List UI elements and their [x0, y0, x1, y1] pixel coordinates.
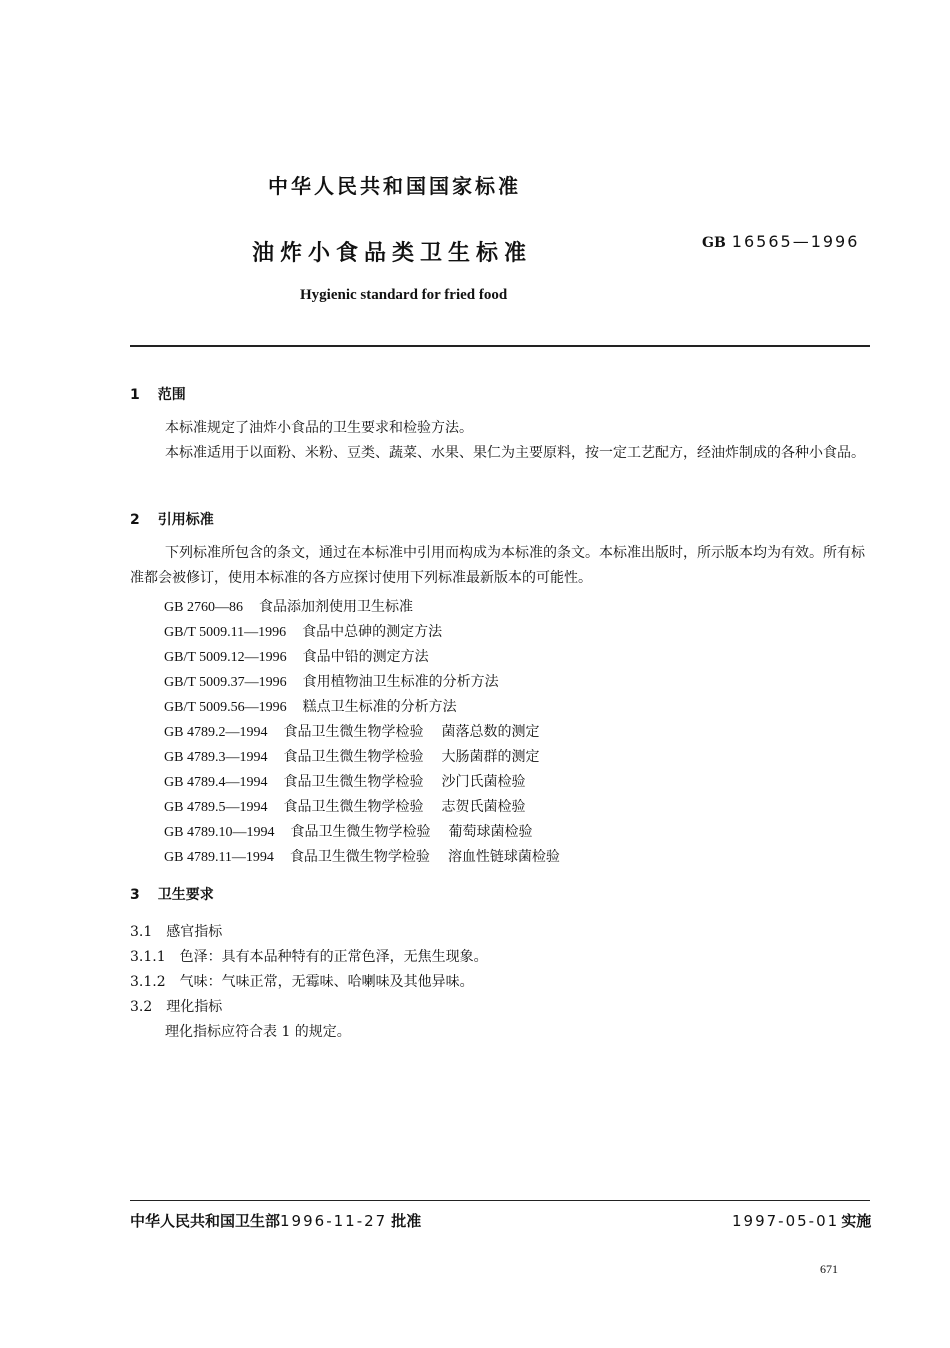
section-1-paragraph-1: 本标准规定了油炸小食品的卫生要求和检验方法。: [165, 420, 473, 436]
gb-prefix: GB: [702, 235, 726, 251]
section-2-paragraph: 下列标准所包含的条文，通过在本标准中引用而构成为本标准的条文。本标准出版时，所示版本均为有效。所有标准都会被修订，使用本标准的各方应探讨使用下列标准最新版本的可能性。: [130, 545, 865, 586]
standard-code: [702, 232, 859, 251]
approval-line: [130, 1210, 421, 1231]
english-title: Hygienic standard for fried food: [300, 287, 508, 303]
clause-3-1-1: 3.1.1 色泽：具有本品种特有的正常色泽，无焦生现象。: [130, 949, 488, 965]
reference-item: GB 4789.5—1994 食品卫生微生物学检验 志贺氏菌检验: [164, 799, 526, 815]
header-divider: [130, 345, 870, 347]
clause-3-2: 3.2 理化指标: [130, 999, 223, 1015]
section-number: 2: [130, 512, 140, 528]
clause-3-1: 3.1 感官指标: [130, 924, 223, 940]
clause-3-1-2: 3.1.2 气味：气味正常，无霉味、哈喇味及其他异味。: [130, 974, 474, 990]
section-number: 1: [130, 387, 140, 403]
effective-line: [732, 1210, 871, 1231]
section-1-heading: [130, 384, 186, 404]
section-title: 引用标准: [157, 512, 214, 528]
gb-number: 16565—1996: [731, 232, 860, 251]
reference-item: GB 2760—86 食品添加剂使用卫生标准: [164, 599, 413, 615]
document-title: 油炸小食品类卫生标准: [252, 241, 533, 266]
reference-item: GB 4789.4—1994 食品卫生微生物学检验 沙门氏菌检验: [164, 774, 526, 790]
reference-item: GB/T 5009.12—1996 食品中铅的测定方法: [164, 649, 429, 665]
approve-date: 1996-11-27: [280, 1212, 388, 1230]
country-standard-title: 中华人民共和国国家标准: [268, 174, 521, 198]
section-number: 3: [130, 887, 140, 903]
section-title: 范围: [157, 387, 186, 403]
section-2-heading: [130, 509, 214, 529]
reference-item: GB/T 5009.11—1996 食品中总砷的测定方法: [164, 624, 443, 640]
effective-date: 1997-05-01: [732, 1212, 840, 1230]
section-3-heading: [130, 884, 214, 904]
reference-item: GB 4789.11—1994 食品卫生微生物学检验 溶血性链球菌检验: [164, 849, 560, 865]
reference-item: GB/T 5009.56—1996 糕点卫生标准的分析方法: [164, 699, 457, 715]
section-1-paragraph-2: 本标准适用于以面粉、米粉、豆类、蔬菜、水果、果仁为主要原料，按一定工艺配方，经油炸制成的各种小食品。: [165, 445, 865, 461]
effective-label: 实施: [841, 1212, 872, 1230]
page-number: 671: [820, 1262, 838, 1276]
reference-item: GB 4789.10—1994 食品卫生微生物学检验 葡萄球菌检验: [164, 824, 533, 840]
reference-item: GB/T 5009.37—1996 食用植物油卫生标准的分析方法: [164, 674, 499, 690]
clause-3-2-paragraph: 理化指标应符合表 1 的规定。: [165, 1024, 351, 1040]
approve-label: 批准: [391, 1212, 422, 1230]
section-title: 卫生要求: [157, 887, 214, 903]
issuer: 中华人民共和国卫生部: [130, 1212, 281, 1230]
reference-item: GB 4789.2—1994 食品卫生微生物学检验 菌落总数的测定: [164, 724, 540, 740]
reference-item: GB 4789.3—1994 食品卫生微生物学检验 大肠菌群的测定: [164, 749, 540, 765]
footer-divider: [130, 1200, 870, 1201]
